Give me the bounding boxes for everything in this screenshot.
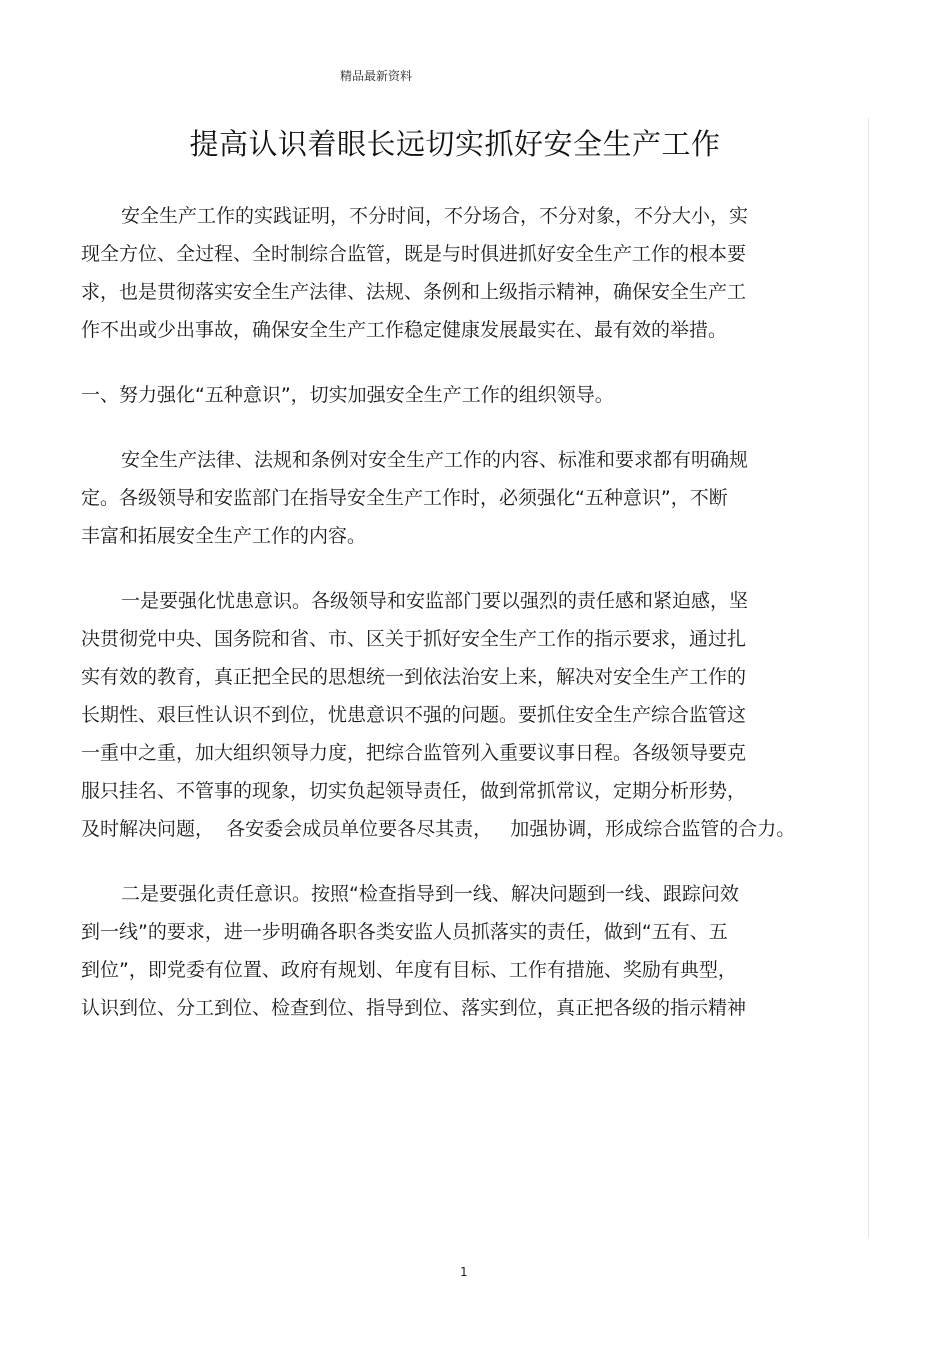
paragraph-line: 到一线”的要求，进一步明确各职各类安监人员抓落实的责任，做到“五有、五 — [81, 921, 728, 943]
paragraph-line: 定。各级领导和安监部门在指导安全生产工作时，必须强化“五种意识”，不断 — [81, 487, 728, 509]
header-note: 精品最新资料 — [340, 69, 413, 83]
heading-line: 一、努力强化“五种意识”，切实加强安全生产工作的组织领导。 — [81, 384, 614, 406]
document-title: 提高认识着眼长远切实抓好安全生产工作 — [189, 127, 721, 161]
paragraph-line: 安全生产法律、法规和条例对安全生产工作的内容、标准和要求都有明确规 — [121, 449, 749, 471]
document-body — [81, 197, 851, 1027]
page-number: 1 — [460, 1265, 468, 1279]
paragraph-five-awareness — [81, 441, 851, 555]
paragraph-line: 作不出或少出事故，确保安全生产工作稳定健康发展最实在、最有效的举措。 — [81, 319, 728, 341]
section-heading — [81, 376, 851, 414]
paragraph-line: 安全生产工作的实践证明，不分时间，不分场合，不分对象，不分大小，实 — [121, 205, 749, 227]
paragraph-line: 及时解决问题， 各安委会成员单位要各尽其责， 加强协调，形成综合监管的合力。 — [81, 818, 796, 840]
paragraph-line: 一是要强化忧患意识。各级领导和安监部门要以强烈的责任感和紧迫感，坚 — [121, 590, 749, 612]
paragraph-line: 服只挂名、不管事的现象，切实负起领导责任，做到常抓常议，定期分析形势， — [81, 780, 747, 802]
paragraph-line: 到位”，即党委有位置、政府有规划、年度有目标、工作有措施、奖励有典型， — [81, 959, 737, 981]
paragraph-line: 长期性、艰巨性认识不到位，忧患意识不强的问题。要抓住安全生产综合监管这 — [81, 704, 747, 726]
paragraph-line: 一重中之重，加大组织领导力度，把综合监管列入重要议事日程。各级领导要克 — [81, 742, 747, 764]
paragraph-responsibility-awareness — [81, 875, 851, 1027]
paragraph-line: 决贯彻党中央、国务院和省、市、区关于抓好安全生产工作的指示要求，通过扎 — [81, 628, 747, 650]
paragraph-crisis-awareness — [81, 582, 851, 848]
paragraph-line: 求，也是贯彻落实安全生产法律、法规、条例和上级指示精神，确保安全生产工 — [81, 281, 747, 303]
paragraph-line: 丰富和拓展安全生产工作的内容。 — [81, 525, 367, 547]
page-edge-rule — [868, 118, 869, 1238]
paragraph-intro — [81, 197, 851, 349]
paragraph-line: 认识到位、分工到位、检查到位、指导到位、落实到位，真正把各级的指示精神 — [81, 997, 747, 1019]
paragraph-line: 现全方位、全过程、全时制综合监管，既是与时俱进抓好安全生产工作的根本要 — [81, 243, 747, 265]
paragraph-line: 二是要强化责任意识。按照“检查指导到一线、解决问题到一线、跟踪问效 — [121, 883, 739, 905]
paragraph-line: 实有效的教育，真正把全民的思想统一到依法治安上来，解决对安全生产工作的 — [81, 666, 747, 688]
